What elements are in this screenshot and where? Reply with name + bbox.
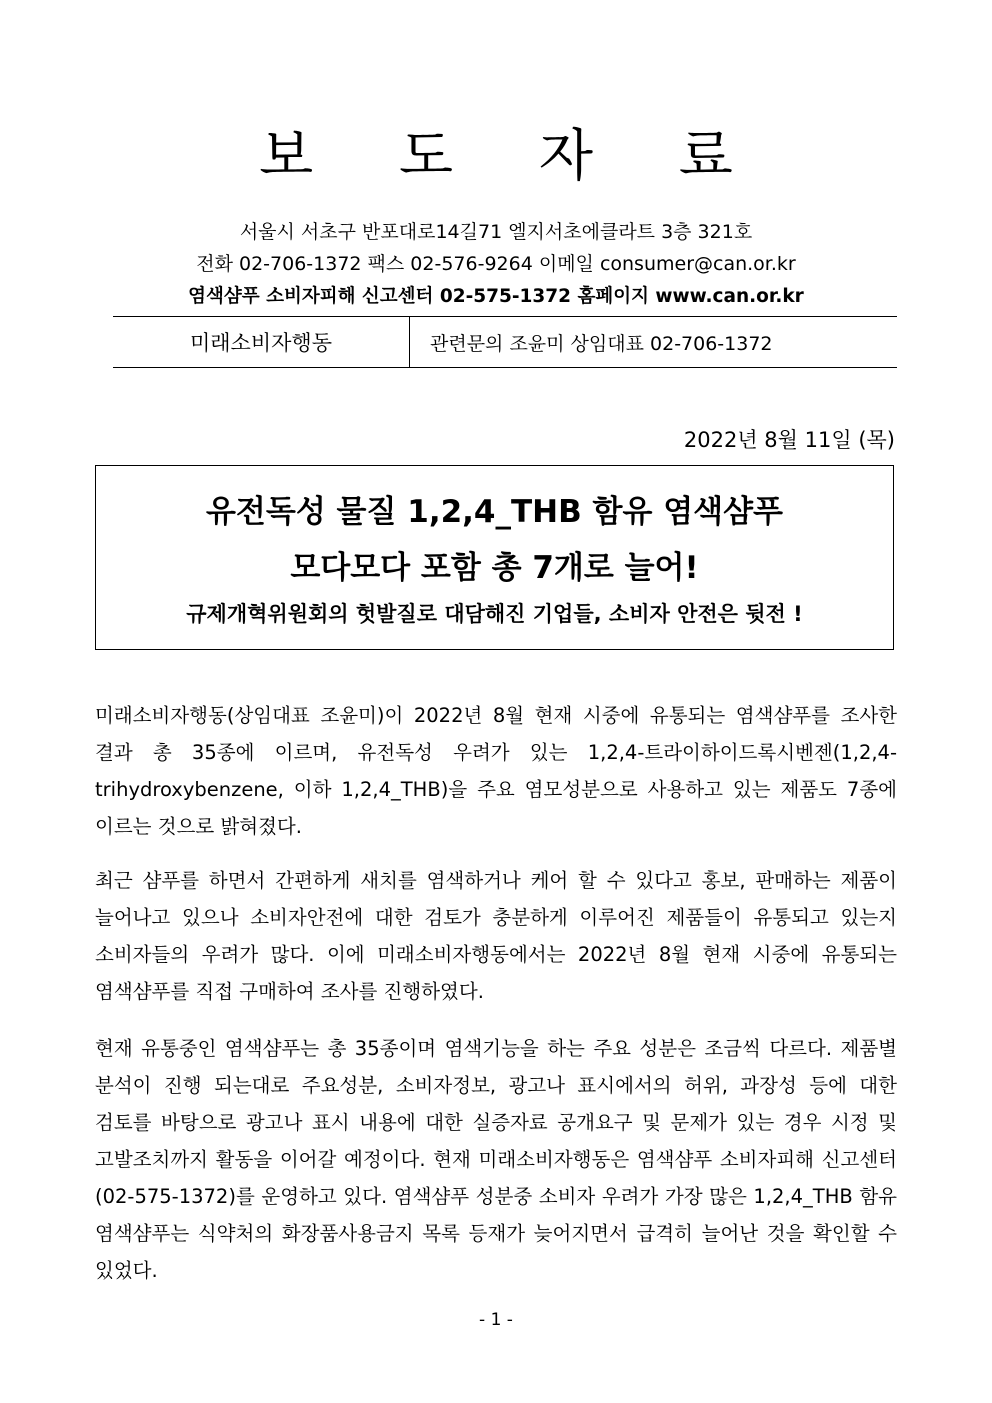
headline-box [95,465,894,650]
body-paragraph-3: 현재 유통중인 염색샴푸는 총 35종이며 염색기능을 하는 주요 성분은 조금씩 다르다. 제품별 분석이 진행 되는대로 주요성분, 소비자정보, 광고나 표시에서의 허위, 과장성 등에 대한 검토를 바탕으로 광고나 표시 내용에 대한 실증자료 공개요구 및 문제가 있는 경우 시정 및 고발조치까지 활동을 이어갈 예정이다. 현재 미래소비자행동은 염색샴푸 소비자피해 신고센터(02-575-1372)를 운영하고 있다. 염색샴푸 성분중 소비자 우려가 가장 많은 1,2,4_THB 함유 염색샴푸는 식약처의 화장품사용금지 목록 등재가 늦어지면서 급격히 늘어난 것을 확인할 수 있었다. [95,1037,897,1282]
body-paragraph-2: 최근 샴푸를 하면서 간편하게 새치를 염색하거나 케어 할 수 있다고 홍보, 판매하는 제품이 늘어나고 있으나 소비자안전에 대한 검토가 충분하게 이루어진 제품들이 유통되고 있는지 소비자들의 우려가 많다. 이에 미래소비자행동에서는 2022년 8월 현재 시중에 유통되는 염색샴푸를 직접 구매하여 조사를 진행하였다. [95,869,897,1003]
headline-subtitle: 규제개혁위원회의 헛발질로 대담해진 기업들, 소비자 안전은 뒷전 ! [186,602,803,626]
hotline-homepage-line: 염색샴푸 소비자피해 신고센터 02-575-1372 홈페이지 www.can.or.kr [188,286,804,307]
address-line: 서울시 서초구 반포대로14길71 엘지서초에클라트 3층 321호 [239,221,753,243]
page-title: 보 도 자 료 [259,124,767,189]
page-number: - 1 - [479,1310,513,1330]
inquiry-contact: 관련문의 조윤미 상임대표 02-706-1372 [430,332,773,355]
organization-table [113,316,897,368]
headline-line-2: 모다모다 포함 총 7개로 늘어! [290,550,699,586]
organization-name: 미래소비자행동 [113,317,410,367]
body-paragraph-1: 미래소비자행동(상임대표 조윤미)이 2022년 8월 현재 시중에 유통되는 염색샴푸를 조사한 결과 총 35종에 이르며, 유전독성 우려가 있는 1,2,4-트라이하이드록시벤젠(1,2,4-trihydroxybenzene, 이하 1,2,4_THB)을 주요 염모성분으로 사용하고 있는 제품도 7종에 이르는 것으로 밝혀졌다. [95,704,897,838]
headline-line-1: 유전독성 물질 1,2,4_THB 함유 염색샴푸 [205,494,783,530]
release-date: 2022년 8월 11일 (목) [683,428,895,452]
phone-fax-email-line: 전화 02-706-1372 팩스 02-576-9264 이메일 consumer@can.or.kr [196,253,796,275]
